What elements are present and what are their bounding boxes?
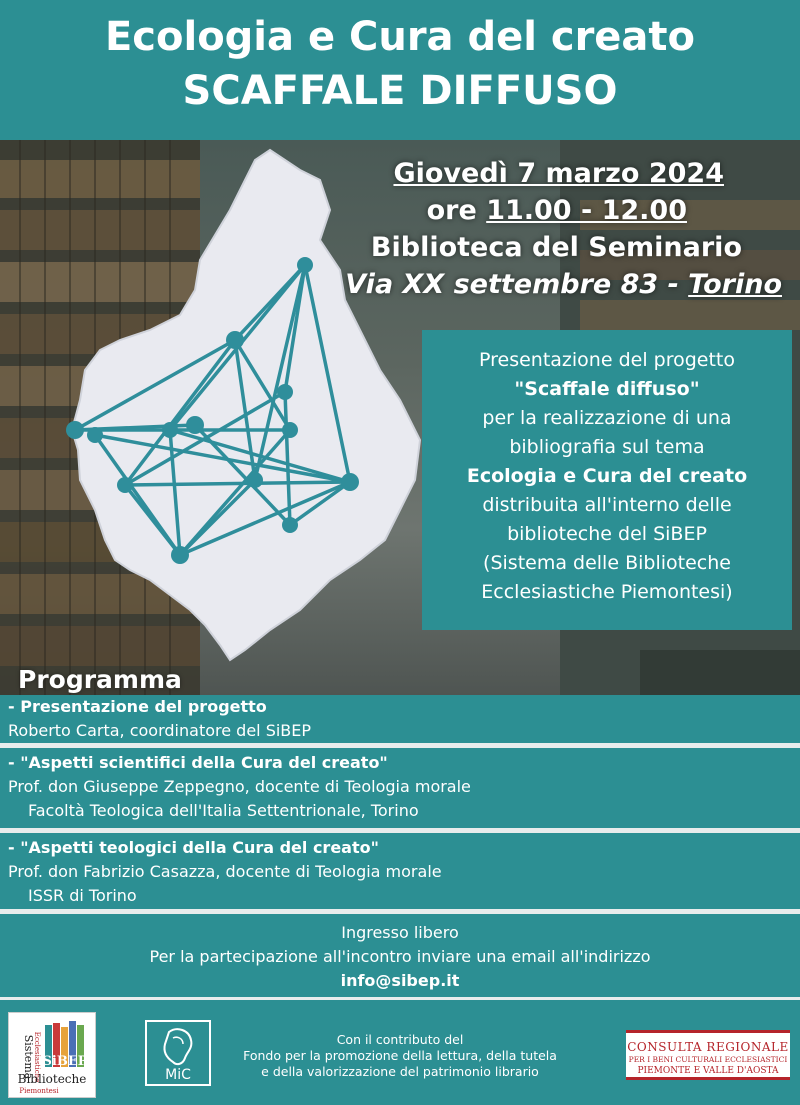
- svg-text:Piemontesi: Piemontesi: [19, 1087, 59, 1095]
- event-details: [262, 155, 782, 303]
- mic-logo: [145, 1020, 211, 1086]
- contribution-note: Con il contributo del Fondo per la promozione della lettura, della tutela e della valorizzazione del patrimonio librario: [243, 1032, 557, 1079]
- event-venue: Biblioteca del Seminario: [370, 232, 742, 263]
- svg-text:SiBEP: SiBEP: [42, 1054, 88, 1069]
- footer: [0, 1000, 800, 1105]
- consulta-regionale-logo: CONSULTA REGIONALE PER I BENI CULTURALI ECCLESIASTICI PIEMONTE E VALLE D'AOSTA: [626, 1030, 790, 1080]
- programma-item: - Presentazione del progetto Roberto Carta, coordinatore del SiBEP: [0, 695, 800, 743]
- svg-text:Ecclesiastiche: Ecclesiastiche: [33, 1031, 41, 1083]
- ingresso-section: Ingresso libero Per la partecipazione all'incontro inviare una email all'indirizzo info@sibep.it: [0, 917, 800, 997]
- event-address: Via XX settembre 83 - Torino: [345, 269, 782, 300]
- programma-title: Programma: [18, 665, 182, 694]
- divider: [0, 743, 800, 748]
- poster-subtitle: SCAFFALE DIFFUSO: [182, 68, 618, 114]
- email-link[interactable]: info@sibep.it: [340, 971, 460, 990]
- divider: [0, 909, 800, 914]
- mic-logo-graphic: [147, 1022, 209, 1084]
- sibep-logo: [8, 1012, 96, 1098]
- event-time: ore 11.00 - 12.00: [426, 195, 687, 226]
- presentation-box: Presentazione del progetto "Scaffale diffuso" per la realizzazione di una bibliografia sul tema Ecologia e Cura del creato distribuita all'interno delle biblioteche del SiBEP (Sistema delle Biblioteche Ecclesiastiche Piemontesi): [422, 330, 792, 630]
- programma-item: - "Aspetti scientifici della Cura del creato" Prof. don Giuseppe Zeppegno, docente di Teologia morale Facoltà Teologica dell'Italia Settentrionale, Torino: [0, 751, 800, 826]
- header: [0, 0, 800, 140]
- svg-text:Sistema: Sistema: [22, 1034, 35, 1080]
- event-date: Giovedì 7 marzo 2024: [393, 158, 724, 189]
- svg-text:Biblioteche: Biblioteche: [17, 1072, 87, 1086]
- divider: [0, 828, 800, 833]
- programma-item: - "Aspetti teologici della Cura del creato" Prof. don Fabrizio Casazza, docente di Teologia morale ISSR di Torino: [0, 836, 800, 909]
- poster-title: Ecologia e Cura del creato: [104, 14, 696, 60]
- sibep-logo-graphic: [9, 1013, 95, 1097]
- svg-text:MiC: MiC: [165, 1067, 191, 1083]
